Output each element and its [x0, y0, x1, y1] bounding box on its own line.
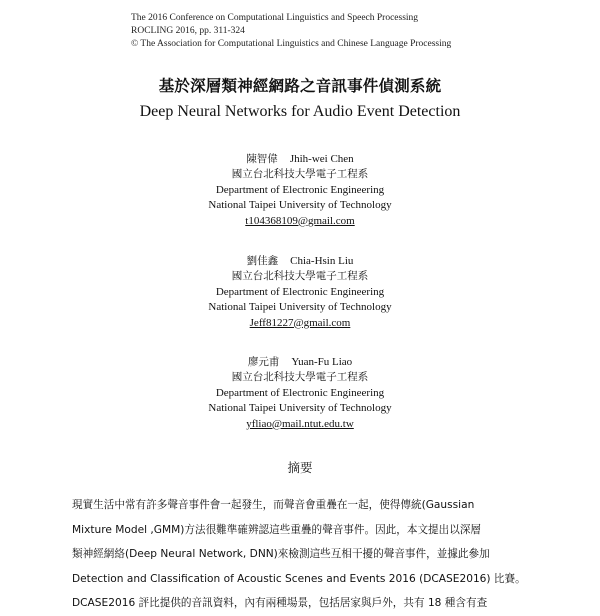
university: National Taipei University of Technology [208, 402, 392, 415]
proceedings-line: ROCLING 2016, pp. 311-324 [131, 26, 245, 37]
paper-title-english: Deep Neural Networks for Audio Event Detection [139, 103, 461, 120]
university: National Taipei University of Technology [208, 301, 392, 314]
author-email[interactable]: t104368109@gmail.com [245, 214, 355, 227]
department: Department of Electronic Engineering [215, 285, 385, 298]
institution-chinese: 國立台北科技大學電子工程系 [231, 371, 369, 384]
conference-line: The 2016 Conference on Computational Linguistics and Speech Processing [131, 13, 419, 23]
author-name-english: Yuan-Fu Liao [291, 356, 353, 368]
copyright-line: © The Association for Computational Linguistics and Chinese Language Processing [131, 39, 452, 50]
author-name [0, 254, 600, 269]
abstract-heading: 摘要 [287, 460, 313, 475]
author-name-chinese: 廖元甫 [247, 356, 280, 368]
institution-chinese: 國立台北科技大學電子工程系 [231, 168, 369, 181]
conference-header [131, 12, 451, 52]
author-name-chinese: 陳智偉 [246, 153, 278, 165]
department: Department of Electronic Engineering [215, 386, 385, 399]
abstract-line: DCASE2016 評比提供的音訊資料，內有兩種場景，包括居家與戶外，共有 18 種含有查 [72, 597, 488, 610]
department: Department of Electronic Engineering [215, 183, 385, 196]
university: National Taipei University of Technology [208, 199, 392, 212]
author-name-chinese: 劉佳鑫 [246, 255, 279, 267]
paper-title-chinese: 基於深層類神經網路之音訊事件偵測系統 [158, 77, 442, 95]
author-name [0, 355, 600, 370]
author-name [0, 152, 600, 167]
abstract-body [72, 493, 528, 616]
author-block [0, 254, 600, 331]
author-name-english: Chia-Hsin Liu [290, 255, 354, 267]
abstract-line: 現實生活中常有許多聲音事件會一起發生，而聲音會重疊在一起，使得傳統(Gaussian [72, 499, 475, 511]
author-block [0, 152, 600, 229]
abstract-line: 類神經網絡(Deep Neural Network, DNN)來檢測這些互相干擾的聲音事件，並據此參加 [72, 548, 490, 561]
author-block [0, 355, 600, 432]
author-email[interactable]: Jeff81227@gmail.com [249, 316, 351, 329]
abstract-line: Detection and Classification of Acoustic Scenes and Events 2016 (DCASE2016) 比賽。 [72, 572, 526, 585]
abstract-line: Mixture Model ,GMM)方法很難準確辨認這些重疊的聲音事件。因此，本文提出以深層 [72, 523, 482, 536]
institution-chinese: 國立台北科技大學電子工程系 [231, 270, 369, 283]
author-name-english: Jhih-wei Chen [289, 153, 354, 165]
author-email[interactable]: yfliao@mail.ntut.edu.tw [246, 417, 354, 430]
